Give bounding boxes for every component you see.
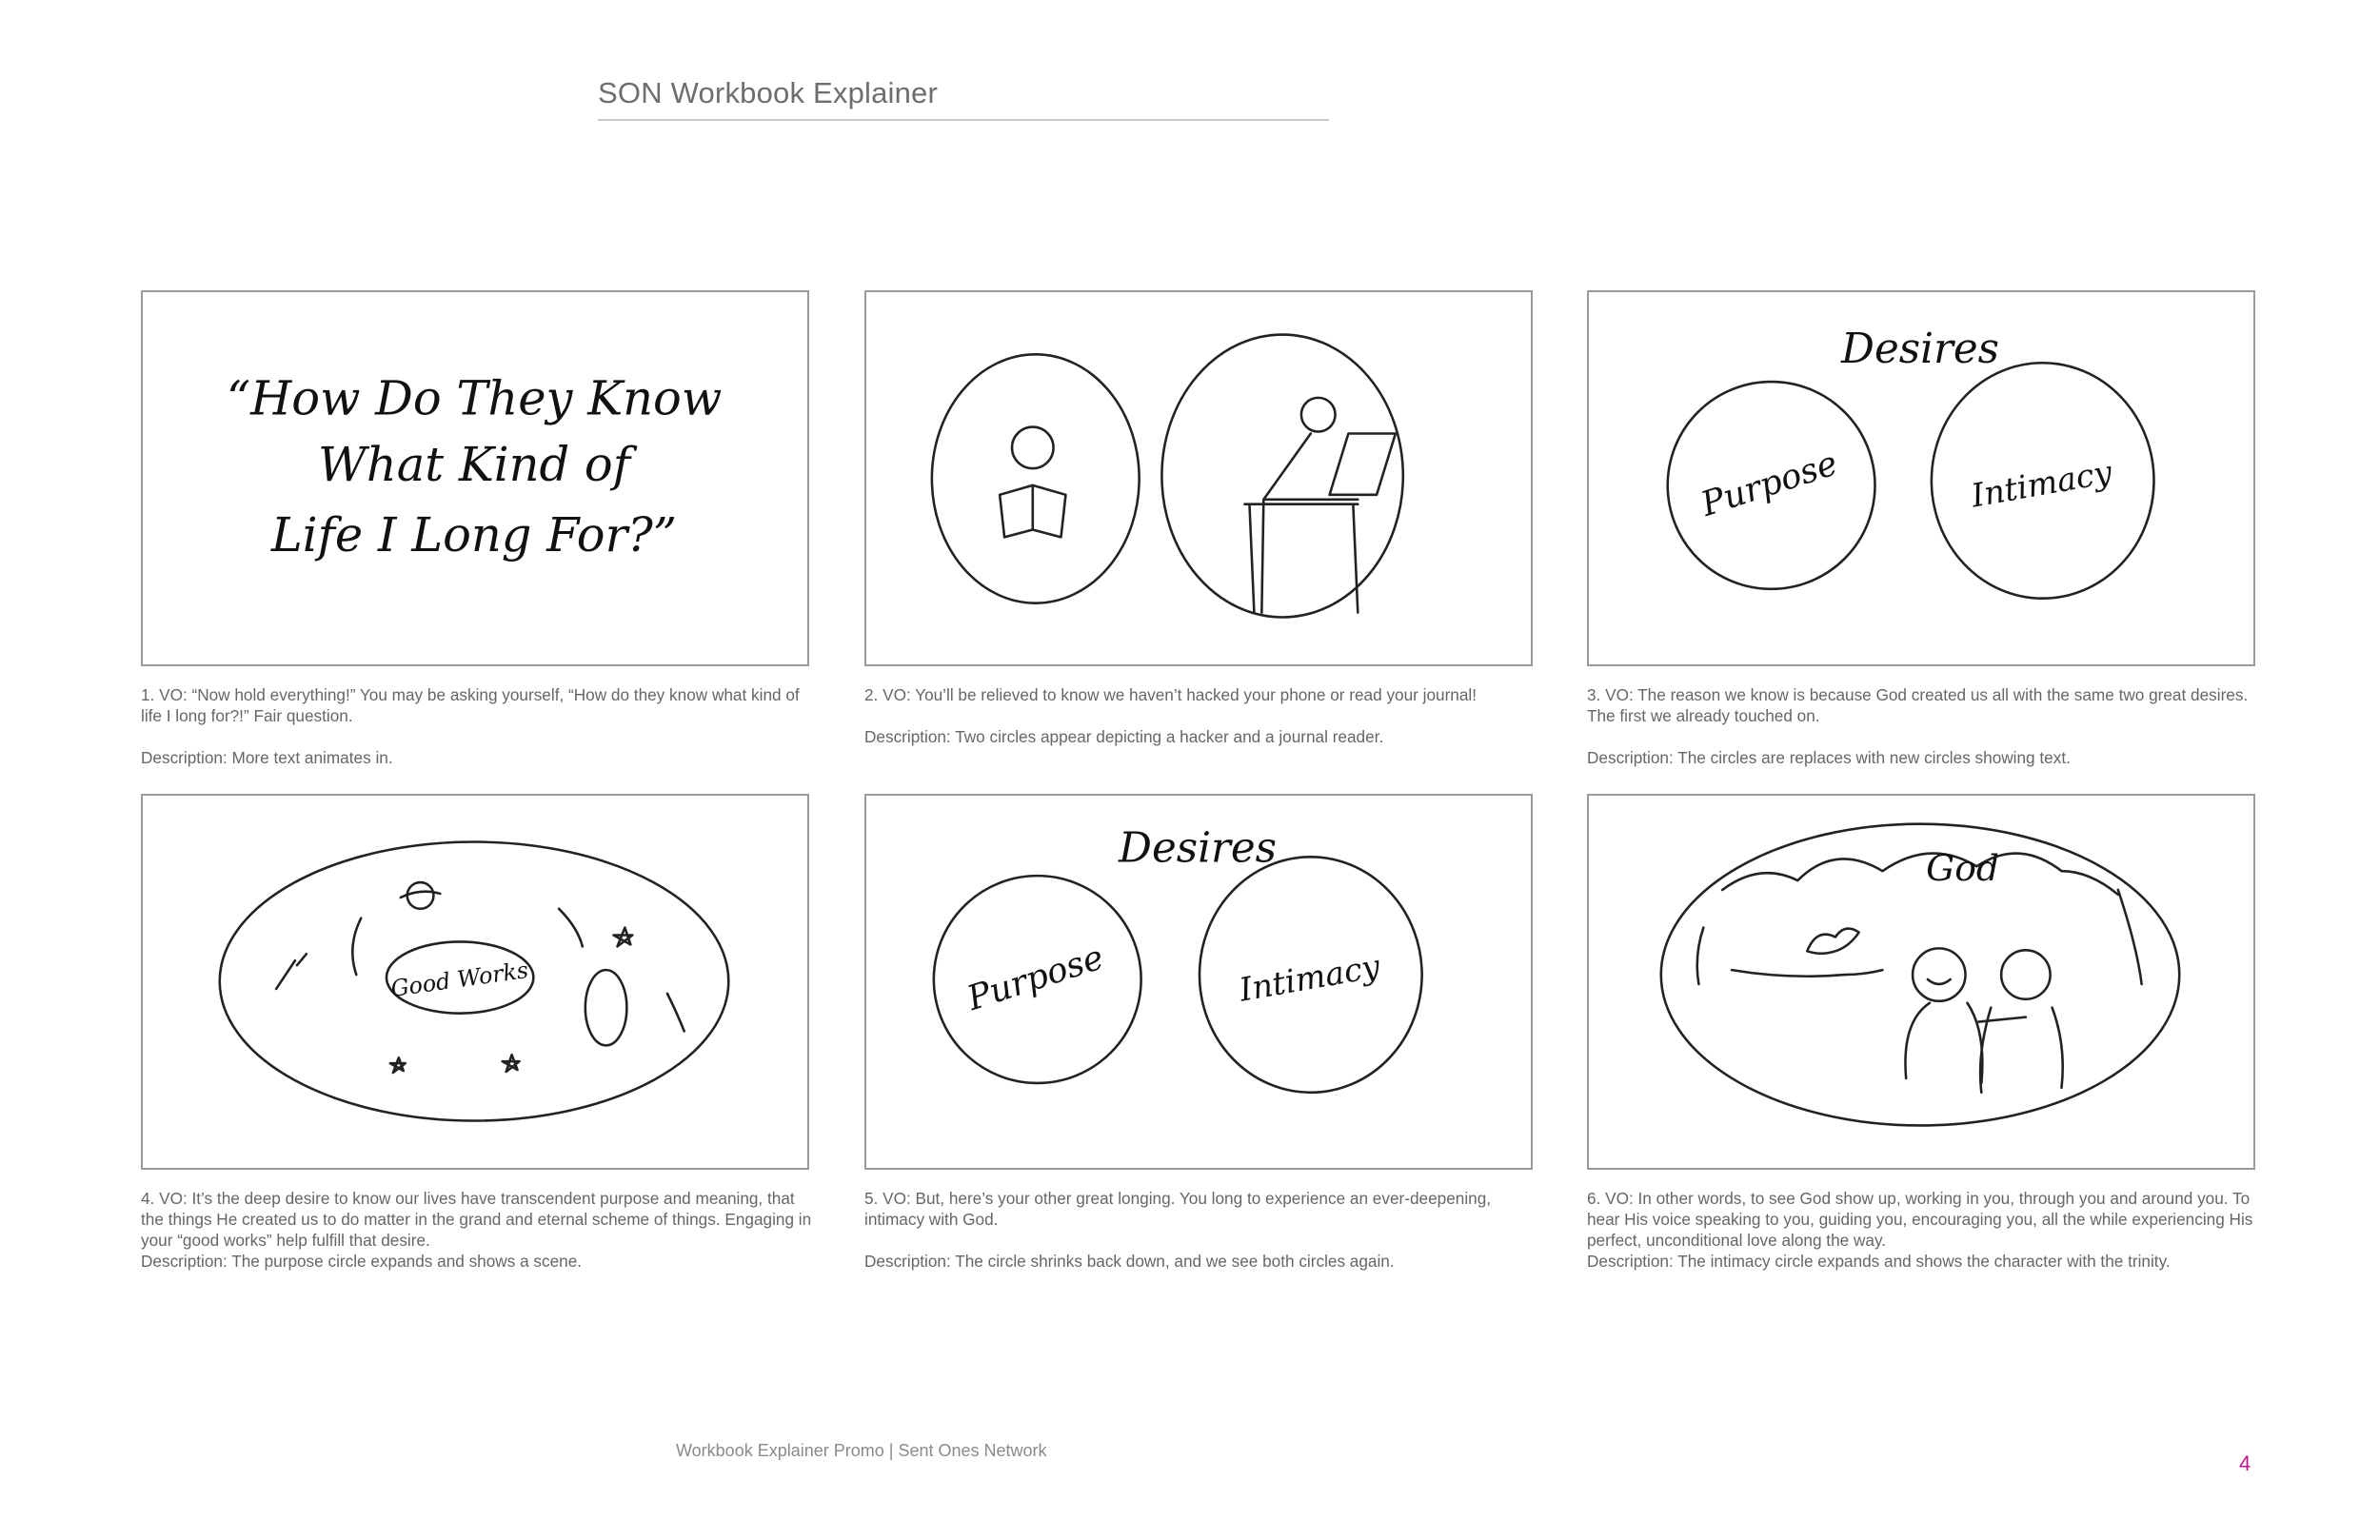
hand-reaching [1732, 970, 1882, 977]
person-1-head [1913, 948, 1965, 1000]
caption-3 [1587, 684, 2263, 768]
purpose-label: Purpose [962, 938, 1109, 1019]
caption-description: Description: Two circles appear depicting a hacker and a journal reader. [864, 727, 1384, 746]
caption-6 [1587, 1188, 2263, 1272]
cloud [1722, 854, 2118, 895]
journal-reader-circle [932, 354, 1140, 602]
sketch-text-line-3: Life I Long For?” [270, 507, 678, 563]
caption-4 [141, 1188, 817, 1272]
purpose-label: Purpose [1696, 444, 1843, 524]
storyboard-panel-2 [864, 290, 1533, 666]
desires-label: Desires [1841, 326, 1999, 374]
panel-5-sketch [866, 796, 1531, 1168]
caption-vo: 5. VO: But, here’s your other great longing. You long to experience an ever-deepening, intimacy with God. [864, 1189, 1492, 1229]
caption-description: Description: The circle shrinks back down, and we see both circles again. [864, 1252, 1395, 1271]
caption-vo: 3. VO: The reason we know is because God created us all with the same two great desires. The first we already touched on. [1587, 685, 2249, 725]
storyboard-panel-5 [864, 794, 1533, 1170]
moon-icon [585, 970, 627, 1045]
panel-1-sketch [143, 292, 807, 664]
caption-description: Description: The purpose circle expands and shows a scene. [141, 1252, 583, 1271]
caption-description: Description: More text animates in. [141, 748, 393, 767]
caption-description: Description: The circles are replaces with new circles showing text. [1587, 748, 2071, 767]
caption-description: Description: The intimacy circle expands and shows the character with the trinity. [1587, 1252, 2171, 1271]
footer-text: Workbook Explainer Promo | Sent Ones Network [676, 1441, 1047, 1460]
caption-2 [864, 684, 1540, 747]
panel-4-sketch [143, 796, 807, 1168]
laptop [1330, 433, 1396, 494]
panel-2-sketch [866, 292, 1531, 664]
storyboard-panel-1 [141, 290, 809, 666]
god-label: God [1926, 847, 1999, 890]
page-number: 4 [2239, 1451, 2251, 1475]
storyboard-panel-3 [1587, 290, 2255, 666]
caption-vo: 1. VO: “Now hold everything!” You may be asking yourself, “How do they know what kind of life I long for?!” Fair question. [141, 685, 800, 725]
caption-1 [141, 684, 817, 768]
intimacy-label: Intimacy [1236, 947, 1383, 1009]
person-1-body [1905, 1003, 1982, 1083]
hacker-body [1261, 433, 1358, 612]
star-icon [390, 1057, 406, 1073]
caption-vo: 4. VO: It’s the deep desire to know our lives have transcendent purpose and meaning, that the things He created us to do matter in the grand and eternal scheme of things. Engaging in your “good works” help fulfill that desire. [141, 1189, 812, 1250]
shooting-star-icon [276, 954, 307, 989]
star-icon [503, 1055, 520, 1072]
person-2-body [1978, 1008, 2062, 1093]
reader-head [1012, 427, 1054, 469]
hacker-circle [1161, 335, 1402, 618]
panel-6-sketch [1589, 796, 2253, 1168]
good-works-label: Good Works [388, 956, 530, 1002]
panel-3-sketch [1589, 292, 2253, 664]
hacker-head [1301, 398, 1336, 432]
person-2-head [2001, 950, 2050, 998]
planet-icon [407, 882, 434, 909]
intimacy-label: Intimacy [1968, 453, 2115, 515]
storyboard-panel-6 [1587, 794, 2255, 1170]
intimacy-scene-circle [1661, 824, 2179, 1126]
storyboard-panel-4 [141, 794, 809, 1170]
page-title: SON Workbook Explainer [598, 76, 939, 109]
star-icon [614, 928, 633, 947]
caption-vo: 2. VO: You’ll be relieved to know we haven’t hacked your phone or read your journal! [864, 685, 1478, 704]
dove-icon [1807, 929, 1858, 954]
sketch-text-line-2: What Kind of [317, 436, 631, 492]
caption-vo: 6. VO: In other words, to see God show up, working in you, through you and around you. To hear His voice speaking to you, guiding you, encouraging you, all the while experiencing His perfect, unconditional love along the way. [1587, 1189, 2253, 1250]
desires-label: Desires [1119, 824, 1277, 873]
sketch-text-line-1: “How Do They Know [226, 370, 723, 426]
caption-5 [864, 1188, 1540, 1272]
title-divider [598, 119, 1329, 121]
